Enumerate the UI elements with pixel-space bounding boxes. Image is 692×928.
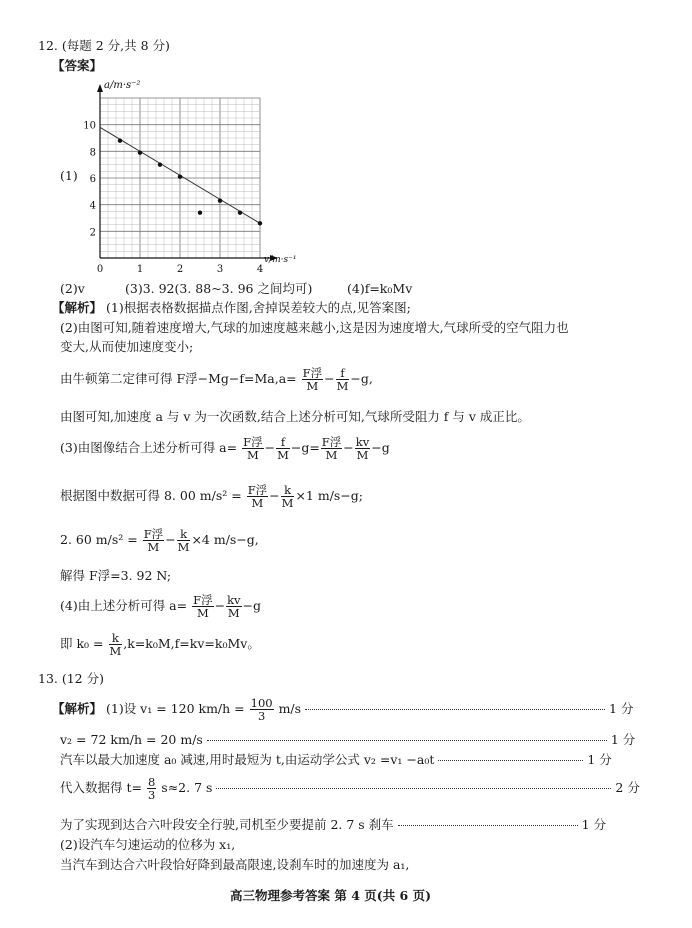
- page-footer: 高三物理参考答案 第 4 页(共 6 页): [230, 888, 431, 903]
- q12-analysis-1: (1)根据表格数据描点作图,舍掉误差较大的点,见答案图;: [106, 300, 411, 315]
- fraction: $\frac{kv}{M}$: [227, 593, 241, 621]
- x-tick-label: 1: [136, 264, 144, 275]
- fraction: $\frac{\text{F浮}}{M}$: [243, 435, 263, 463]
- q12-part3: (3)3. 92(3. 88~3. 96 之间均可): [125, 281, 313, 296]
- data-equation-1: 根据图中数据可得 8. 00 m/s² = $\frac{\text{F浮}}{M}$ − $\frac{k}{M}$ ×1 m/s−g;: [60, 483, 364, 511]
- q13-line1: 【解析】 (1)设 v₁ = 120 km/h = $\frac{100}{3}$ m/s 1 分: [52, 696, 634, 724]
- q13-analysis-tag: 【解析】: [52, 701, 103, 717]
- y-tick-label: 2: [89, 227, 96, 239]
- q12-header: 12. (每题 2 分,共 8 分): [38, 38, 170, 53]
- data-point: [218, 198, 222, 202]
- score: 1 分: [609, 701, 634, 717]
- x-tick-label: 2: [176, 264, 184, 275]
- q13-line7: 当汽车到达合六叶段恰好降到最高限速,设刹车时的加速度为 a₁,: [60, 857, 410, 872]
- y-tick-label: 10: [83, 120, 96, 132]
- fraction: $\frac{f}{M}$: [336, 366, 349, 394]
- fraction: $\frac{\text{F浮}}{M}$: [143, 527, 164, 555]
- y-tick-label: 8: [89, 147, 96, 159]
- data-point: [258, 221, 262, 225]
- q12-analysis-tag: 【解析】: [52, 300, 103, 315]
- score: 1 分: [581, 817, 607, 832]
- q12-answer-tag: 【答案】: [52, 58, 103, 73]
- q13-line5: 为了实现到达合六叶段安全行驶,司机至少要提前 2. 7 s 刹车 1 分: [60, 817, 607, 832]
- data-point: [178, 174, 182, 178]
- fraction: $\frac{k}{M}$: [177, 527, 190, 555]
- x-tick-label: 4: [256, 264, 264, 275]
- x-axis-label: v/m·s⁻¹: [264, 255, 297, 265]
- fraction: $\frac{\text{F浮}}{M}$: [247, 483, 268, 511]
- x-tick-label: 0: [96, 264, 104, 275]
- q13-line4: 代入数据得 t= $\frac{8}{3}$ s≈2. 7 s 2 分: [60, 775, 640, 803]
- newton-equation: 由牛顿第二定律可得 F浮−Mg−f=Ma,a= $\frac{\text{F浮}}{M}$ − $\frac{f}{M}$ −g,: [60, 366, 373, 394]
- score: 1 分: [610, 732, 636, 747]
- fraction: $\frac{\text{F浮}}{M}$: [193, 593, 213, 621]
- q12-part1-label: (1): [60, 168, 78, 183]
- part4-equation: (4)由上述分析可得 a= $\frac{\text{F浮}}{M}$ − $\frac{kv}{M}$ −g: [60, 593, 262, 621]
- q12-analysis-2a: (2)由图可知,随着速度增大,气球的加速度越来越小,这是因为速度增大,气球所受的空气阻力也: [60, 320, 569, 335]
- x-tick-label: 3: [216, 264, 224, 275]
- data-point: [158, 162, 162, 166]
- data-point: [138, 150, 142, 154]
- fraction: $\frac{100}{3}$: [250, 696, 273, 724]
- y-tick-label: 6: [89, 174, 96, 185]
- part3-equation: (3)由图像结合上述分析可得 a= $\frac{\text{F浮}}{M}$ − $\frac{f}{M}$ −g= $\frac{\text{F浮}}{M}$ − $\frac{kv}{M}$ −g: [60, 435, 390, 463]
- data-point: [238, 210, 242, 214]
- y-axis-arrow: [97, 84, 103, 92]
- acceleration-velocity-chart: [80, 78, 297, 278]
- q12-solve: 解得 F浮=3. 92 N;: [60, 568, 172, 583]
- q12-linear-relation: 由图可知,加速度 a 与 v 为一次函数,结合上述分析可知,气球所受阻力 f 与 v 成正比。: [60, 409, 530, 424]
- fraction: $\frac{kv}{M}$: [355, 435, 370, 463]
- q13-header: 13. (12 分): [38, 671, 104, 686]
- data-point: [118, 138, 122, 142]
- fraction: $\frac{8}{3}$: [147, 775, 156, 803]
- fraction: $\frac{k}{M}$: [109, 631, 122, 659]
- k0-equation: 即 k₀ = $\frac{k}{M}$ ,k=k₀M,f=kv=k₀Mv。: [60, 631, 260, 659]
- data-point: [198, 210, 202, 214]
- q12-part2: (2)v: [60, 281, 85, 296]
- fraction: $\frac{k}{M}$: [281, 483, 294, 511]
- y-tick-label: 4: [89, 200, 96, 212]
- score: 2 分: [615, 780, 640, 796]
- fraction: $\frac{f}{M}$: [277, 435, 289, 463]
- q13-line3: 汽车以最大加速度 a₀ 减速,用时最短为 t,由运动学公式 v₂ =v₁ −a₀t 1 分: [60, 752, 612, 767]
- score: 1 分: [587, 752, 612, 767]
- fraction: $\frac{\text{F浮}}{M}$: [321, 435, 342, 463]
- q13-line2: v₂ = 72 km/h = 20 m/s 1 分: [60, 732, 636, 747]
- q12-analysis-2b: 变大,从而使加速度变小;: [60, 339, 194, 354]
- fraction: $\frac{\text{F浮}}{M}$: [302, 366, 323, 394]
- data-equation-2: 2. 60 m/s² = $\frac{\text{F浮}}{M}$ − $\frac{k}{M}$ ×4 m/s−g,: [60, 527, 259, 555]
- y-axis-label: a/m·s⁻²: [104, 80, 141, 91]
- q12-part4: (4)f=k₀Mv: [347, 281, 413, 296]
- q13-line6: (2)设汽车匀速运动的位移为 x₁,: [60, 837, 236, 852]
- q12-analysis-line1: [52, 302, 411, 315]
